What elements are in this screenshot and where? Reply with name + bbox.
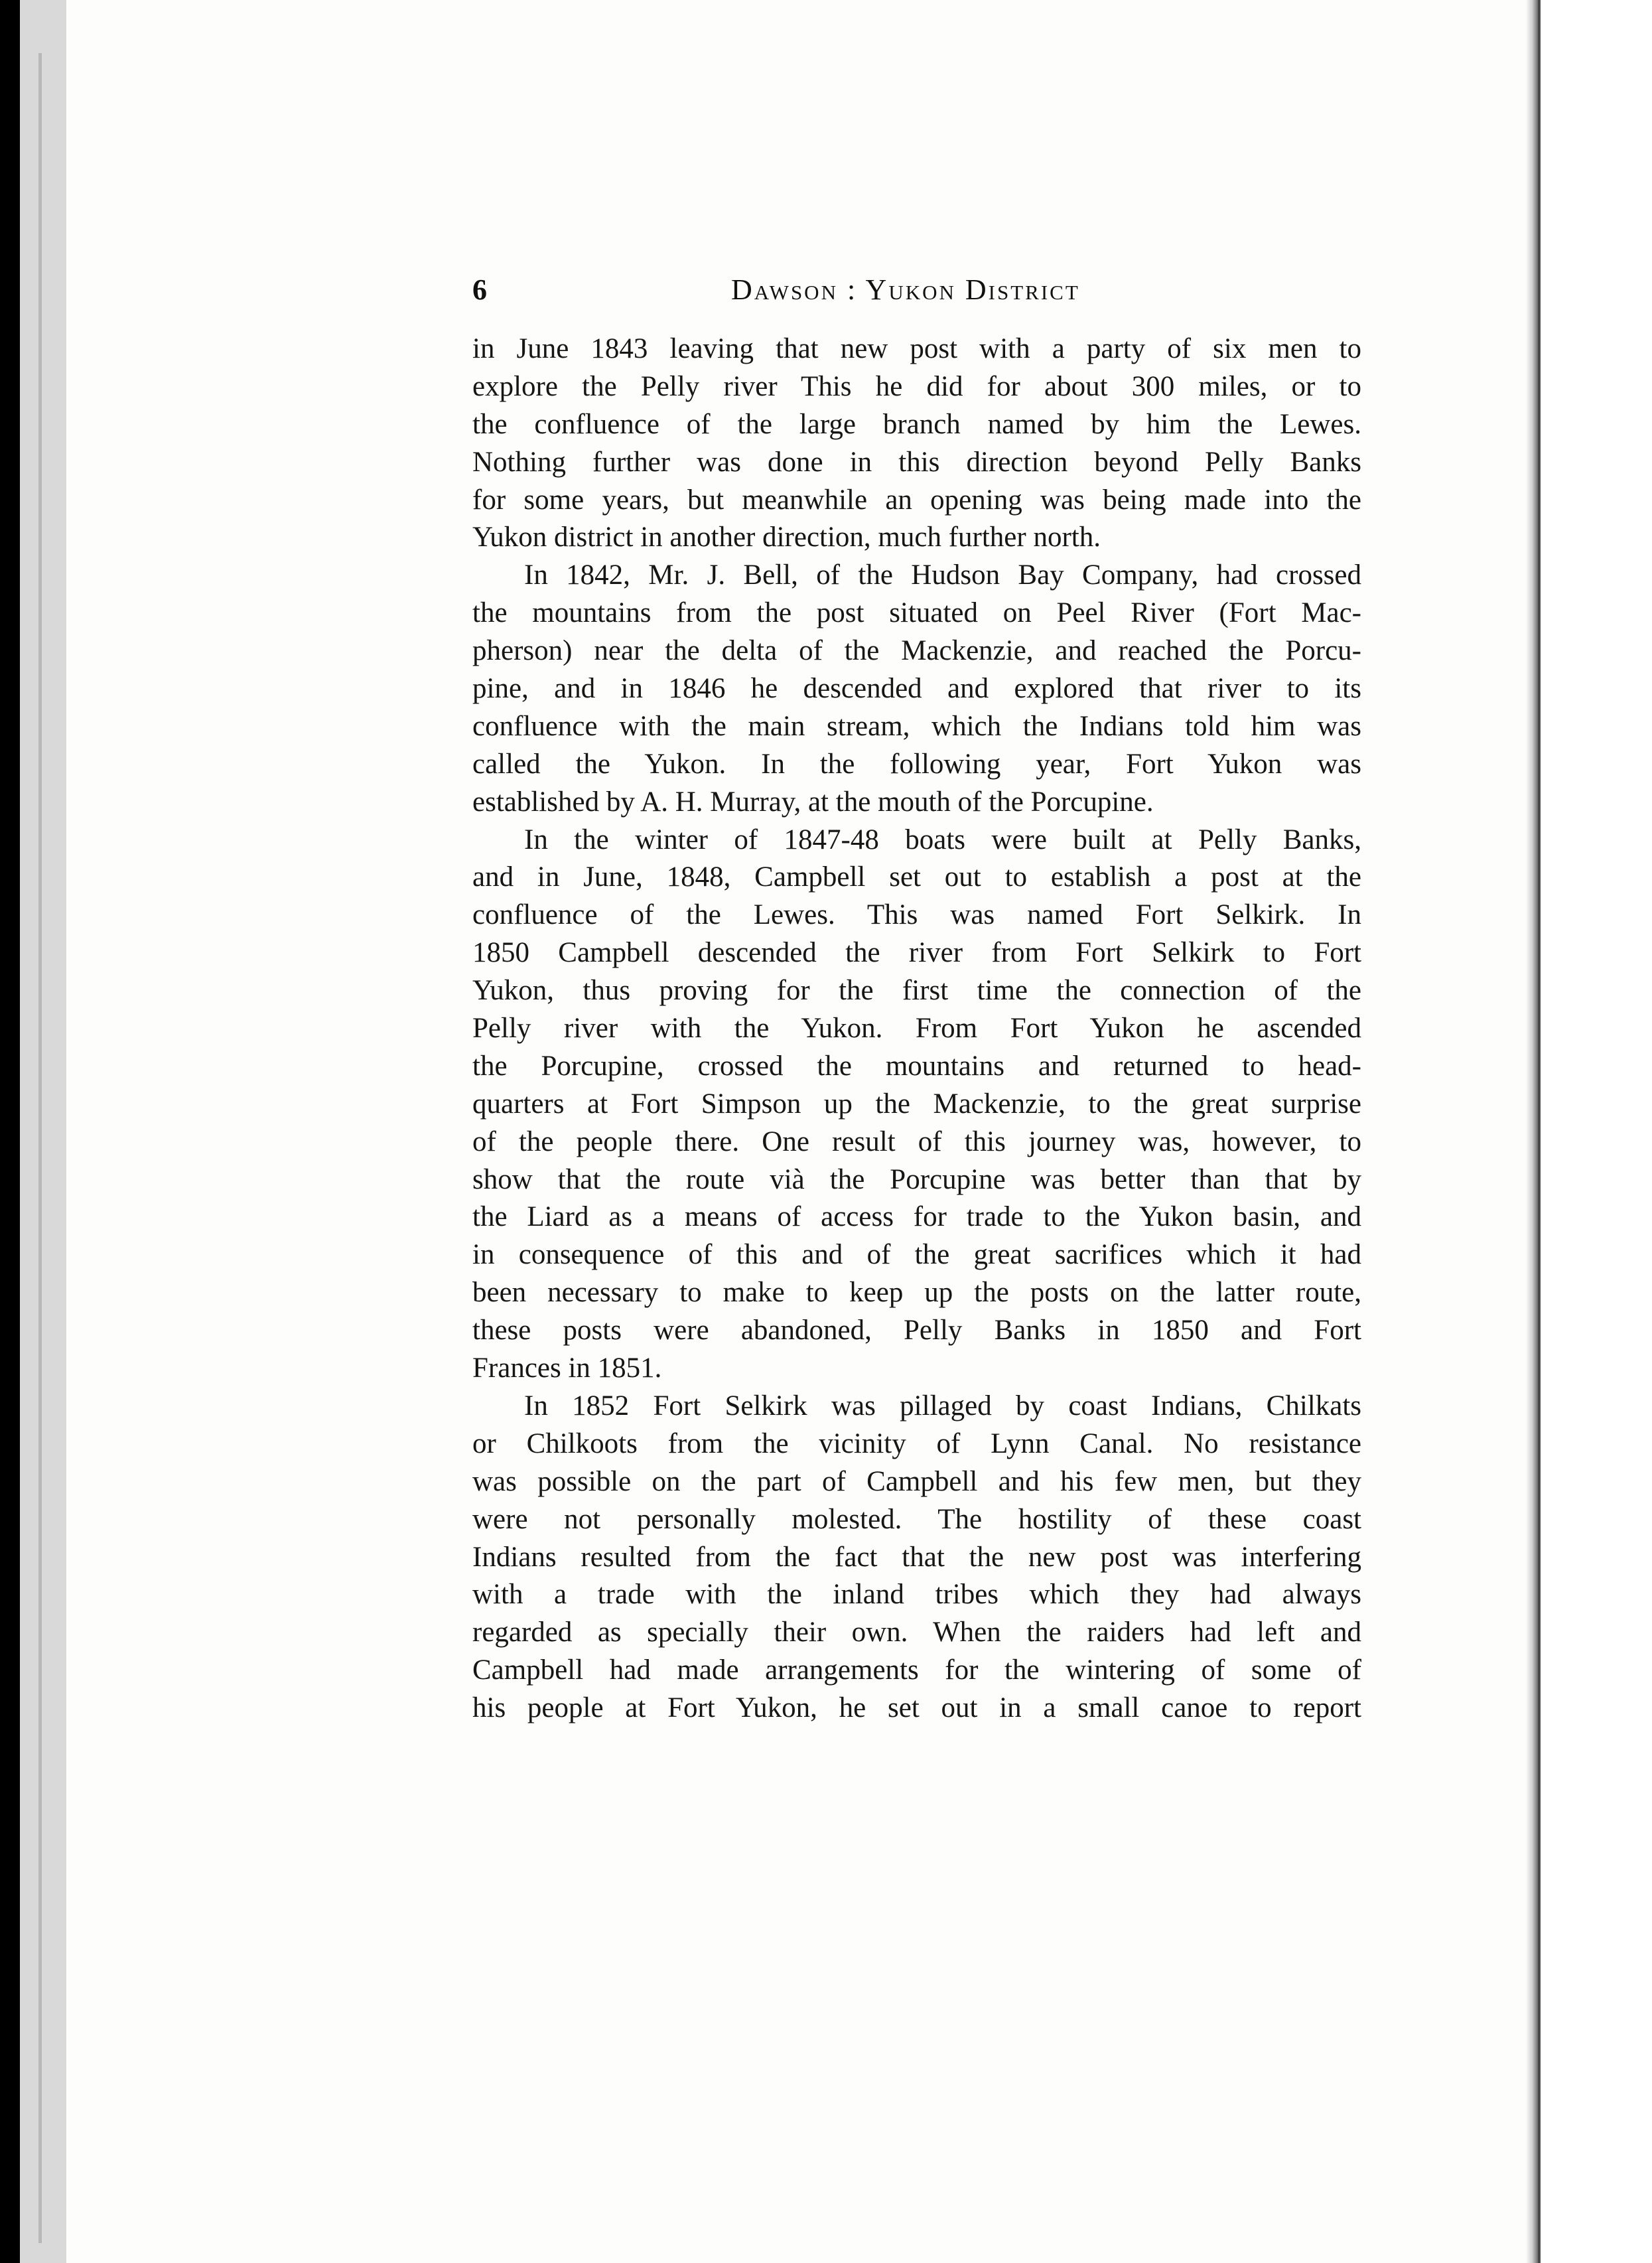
text-line: the confluence of the large branch named by him the Lewes. [472,408,1361,440]
adjacent-page-strip [1541,0,1652,2263]
text-line: Pelly river with the Yukon. From Fort Yukon he ascended [472,1013,1361,1045]
text-line: Campbell had made arrangements for the wintering of some of [472,1654,1361,1686]
text-line: were not personally molested. The hostility of these coast [472,1503,1361,1535]
text-line: and in June, 1848, Campbell set out to establish a post at the [472,861,1361,893]
text-line: explore the Pelly river This he did for about 300 miles, or to [472,370,1361,402]
text-line: been necessary to make to keep up the posts on the latter route, [472,1277,1361,1309]
body-text [472,330,1361,1727]
text-line: called the Yukon. In the following year, Fort Yukon was [472,748,1361,780]
text-line: quarters at Fort Simpson up the Mackenzie, to the great surprise [472,1088,1361,1120]
text-line: pherson) near the delta of the Mackenzie, and reached the Porcu- [472,635,1361,667]
page-left-edge [38,53,42,2243]
text-line: In 1842, Mr. J. Bell, of the Hudson Bay Company, had crossed [524,559,1361,591]
text-line: was possible on the part of Campbell and his few men, but they [472,1465,1361,1497]
text-line: his people at Fort Yukon, he set out in a small canoe to report [472,1692,1361,1724]
text-line: Indians resulted from the fact that the new post was interfering [472,1541,1361,1573]
text-line: the Liard as a means of access for trade to the Yukon basin, and [472,1201,1361,1233]
text-line: In 1852 Fort Selkirk was pillaged by coast Indians, Chilkats [524,1390,1361,1422]
text-line: of the people there. One result of this journey was, however, to [472,1126,1361,1157]
text-line: in June 1843 leaving that new post with a party of six men to [472,333,1361,364]
text-line: Frances in 1851. [472,1352,662,1384]
text-line: in consequence of this and of the great sacrifices which it had [472,1239,1361,1271]
text-line: confluence with the main stream, which the Indians told him was [472,710,1361,742]
text-line: regarded as specially their own. When the raiders had left and [472,1617,1361,1648]
text-line: Yukon district in another direction, much further north. [472,522,1101,553]
text-line: established by A. H. Murray, at the mouth of the Porcupine. [472,786,1154,818]
page-header [472,267,1361,313]
page-number: 6 [472,273,487,306]
running-head: Dawson : Yukon District [731,273,1080,306]
text-line: 1850 Campbell descended the river from Fort Selkirk to Fort [472,937,1361,969]
text-line: Yukon, thus proving for the first time the connection of the [472,975,1361,1007]
text-line: show that the route vià the Porcupine was better than that by [472,1163,1361,1195]
text-line: Nothing further was done in this direction beyond Pelly Banks [472,446,1361,478]
text-line: In the winter of 1847-48 boats were built at Pelly Banks, [524,824,1361,855]
text-line: these posts were abandoned, Pelly Banks in 1850 and Fort [472,1315,1361,1347]
text-line: pine, and in 1846 he descended and explored that river to its [472,673,1361,705]
text-line: the Porcupine, crossed the mountains and returned to head- [472,1050,1361,1082]
text-line: for some years, but meanwhile an opening was being made into the [472,484,1361,516]
text-line: the mountains from the post situated on Peel River (Fort Mac- [472,597,1361,629]
text-line: with a trade with the inland tribes which they had always [472,1579,1361,1611]
text-line: confluence of the Lewes. This was named Fort Selkirk. In [472,899,1361,931]
text-line: or Chilkoots from the vicinity of Lynn Canal. No resistance [472,1427,1361,1459]
